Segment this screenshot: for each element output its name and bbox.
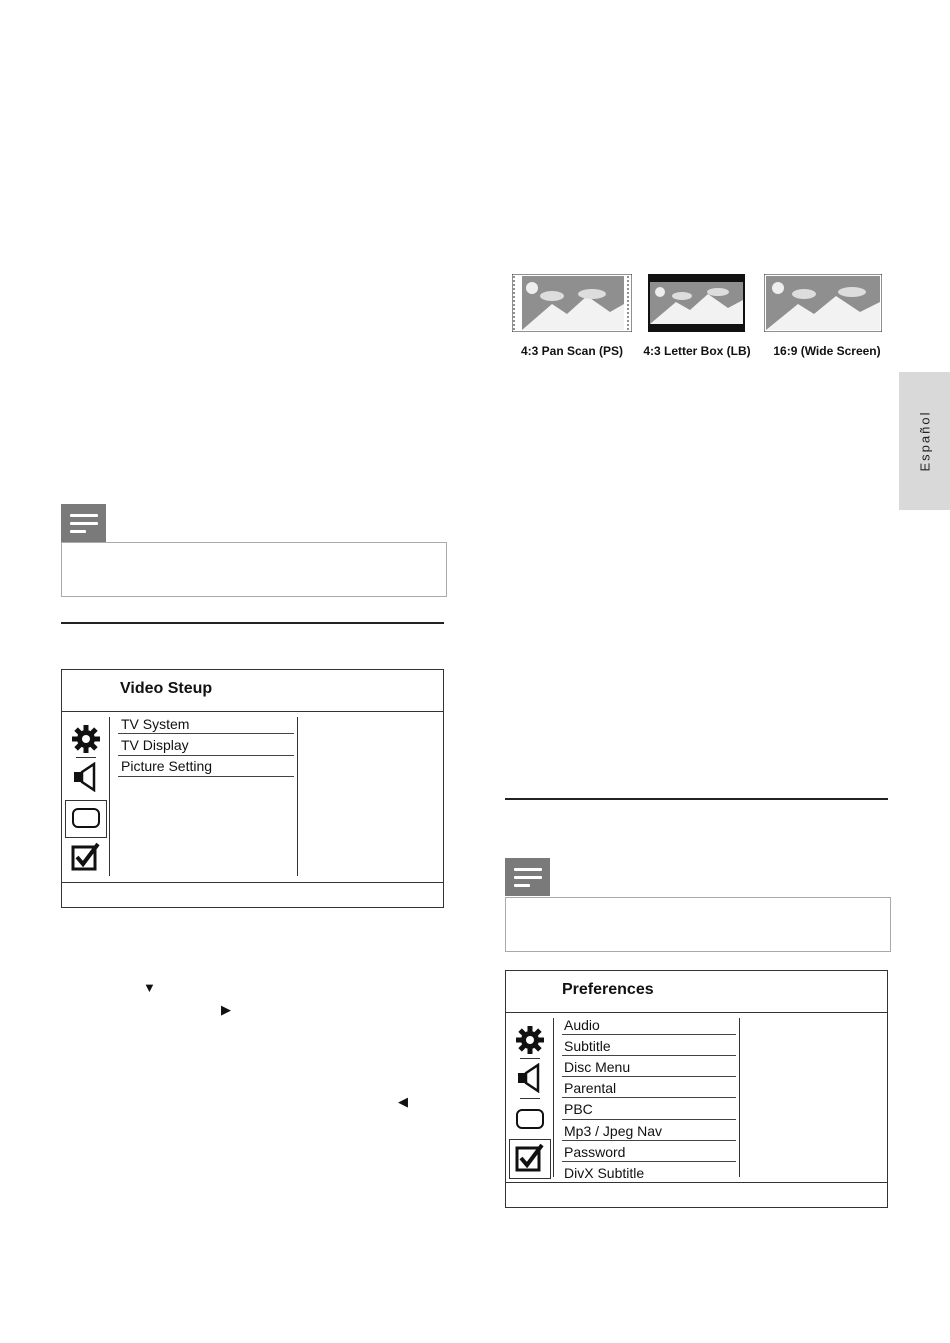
right-arrow-icon: ▶ bbox=[221, 1002, 231, 1017]
menu-item-disc-menu[interactable]: Disc Menu bbox=[564, 1059, 631, 1075]
menu-item-audio[interactable]: Audio bbox=[564, 1017, 600, 1033]
menu-item-picture-setting[interactable]: Picture Setting bbox=[121, 758, 213, 774]
menu-item-tv-system[interactable]: TV System bbox=[121, 716, 190, 732]
wide-screen-caption: 16:9 (Wide Screen) bbox=[773, 344, 881, 358]
note-box-right bbox=[505, 897, 891, 952]
section-rule-right bbox=[505, 798, 888, 800]
checkbox-icon[interactable] bbox=[515, 1143, 545, 1173]
note-box-left bbox=[61, 542, 447, 597]
gear-icon[interactable] bbox=[71, 724, 101, 754]
video-setup-menu bbox=[61, 669, 444, 908]
note-icon bbox=[505, 858, 550, 896]
menu-item-mp3-jpeg-nav[interactable]: Mp3 / Jpeg Nav bbox=[564, 1123, 663, 1139]
menu-item-tv-display[interactable]: TV Display bbox=[121, 737, 189, 753]
menu-item-parental[interactable]: Parental bbox=[564, 1080, 617, 1096]
menu-item-password[interactable]: Password bbox=[564, 1144, 626, 1160]
gear-icon[interactable] bbox=[515, 1025, 545, 1055]
letter-box-illustration bbox=[648, 274, 745, 332]
pan-scan-caption: 4:3 Pan Scan (PS) bbox=[520, 344, 624, 358]
menu-item-subtitle[interactable]: Subtitle bbox=[564, 1038, 611, 1054]
letter-box-caption: 4:3 Letter Box (LB) bbox=[643, 344, 751, 358]
checkbox-icon[interactable] bbox=[71, 842, 101, 872]
menu-item-divx-subtitle[interactable]: DivX Subtitle bbox=[564, 1165, 645, 1181]
pan-scan-illustration bbox=[512, 274, 632, 332]
language-side-tab bbox=[899, 372, 950, 510]
language-tab-label: Español bbox=[917, 410, 932, 472]
note-icon bbox=[61, 504, 106, 542]
preferences-menu bbox=[505, 970, 888, 1208]
screen-icon[interactable] bbox=[71, 803, 101, 833]
wide-screen-illustration bbox=[764, 274, 882, 332]
video-setup-title: Video Steup bbox=[120, 680, 213, 697]
preferences-title: Preferences bbox=[562, 981, 654, 998]
speaker-icon[interactable] bbox=[72, 762, 102, 792]
menu-item-pbc[interactable]: PBC bbox=[564, 1101, 593, 1117]
down-arrow-icon: ▼ bbox=[143, 980, 156, 995]
left-arrow-icon: ◀ bbox=[398, 1094, 408, 1109]
screen-icon[interactable] bbox=[515, 1104, 545, 1134]
speaker-icon[interactable] bbox=[516, 1063, 546, 1093]
section-rule-left bbox=[61, 622, 444, 624]
